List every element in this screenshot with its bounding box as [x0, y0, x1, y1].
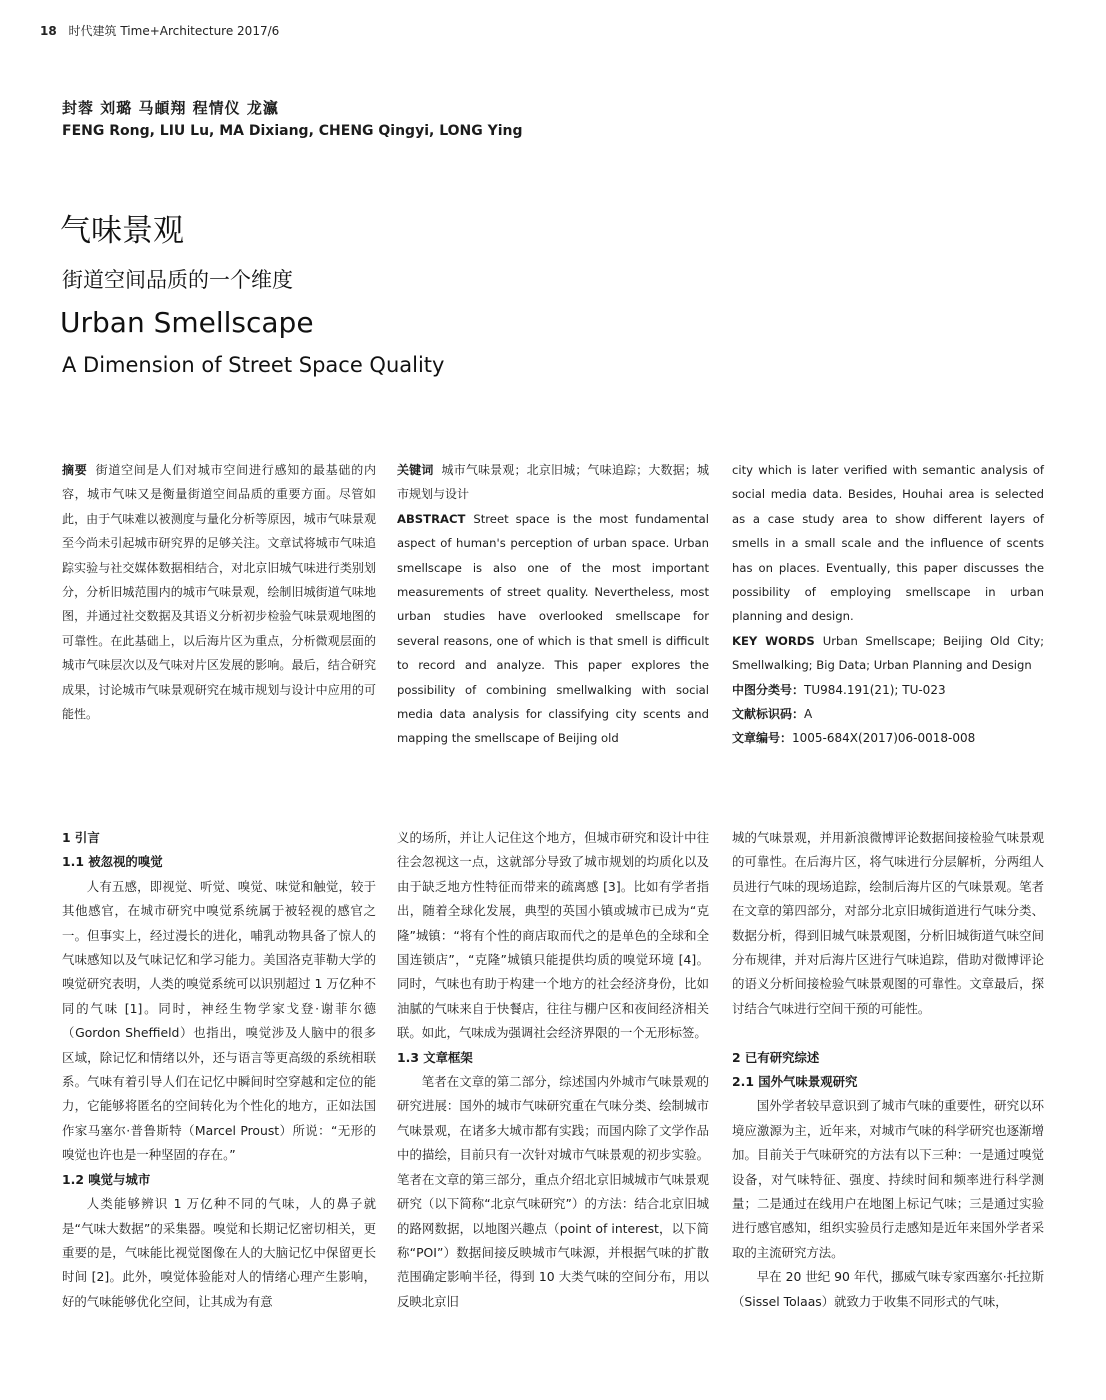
- section-heading-2: 2 已有研究综述: [732, 1049, 820, 1065]
- subtitle-chinese: 街道空间品质的一个维度: [62, 268, 293, 292]
- spacer: [732, 1021, 1044, 1045]
- keywords-en-label: KEY WORDS: [732, 633, 815, 648]
- keywords-chinese: [397, 458, 709, 507]
- subsection-heading-1-2: 1.2 嗅觉与城市: [62, 1171, 151, 1187]
- authors-chinese: 封蓉 刘璐 马頔翔 程情仪 龙瀛: [62, 99, 279, 117]
- classification-value: TU984.191(21); TU-023: [804, 682, 946, 697]
- article-number-label: 文章编号：: [732, 731, 793, 746]
- paragraph: 笔者在文章的第二部分，综述国内外城市气味景观的研究进展：国外的城市气味研究重在气味分类、绘制城市气味景观，在诸多大城市都有实践；而国内除了文学作品中的描绘，目前只有一次针对城市气味景观的初步实验。笔者在文章的第三部分，重点介绍北京旧城城市气味景观研究（以下简称“北京气味研究”）的方法：结合北京旧城的路网数据，以地图兴趣点（point of interest，以下简称“POI”）数据间接反映城市气味源，并根据气味的扩散范围确定影响半径，得到 10 大类气味的空间分布，用以反映北京旧: [397, 1074, 709, 1309]
- abstract-label: 摘要: [62, 463, 88, 477]
- keywords-en-text: Urban Smellscape; Beijing Old City; Smellwalking; Big Data; Urban Planning and Design: [732, 633, 1044, 673]
- classification-label: 中图分类号：: [732, 682, 805, 697]
- document-code-label: 文献标识码：: [732, 707, 805, 722]
- article-number-value: 1005-684X(2017)06-0018-008: [792, 731, 976, 746]
- keywords-label: 关键词: [397, 463, 434, 477]
- abstract-en-text-1: Street space is the most fundamental aspect of human's perception of urban space. Urban smellscape is also one of the most important measurements of street quality. Nevertheless, most urban studies have overlooked smellscape for several reasons, one of which is that smell is difficult to record and analyze. This paper explores the possibility of combining smellwalking with social media data analysis for classifying city scents and mapping the smellscape of Beijing old: [397, 511, 709, 746]
- body-column-2: [397, 826, 709, 1314]
- abstract-en-text-2: city which is later verified with semantic analysis of social media data. Besides, Houhai area is selected as a case study area to show different layers of smells in a small scale and the influence of scents has on places. Eventually, this paper discusses the possibility of employing smellscape in urban planning and design.: [732, 463, 1044, 624]
- classification-number: [732, 678, 1044, 702]
- document-code-value: A: [804, 707, 813, 722]
- paragraph: 早在 20 世纪 90 年代，挪威气味专家西塞尔·托拉斯（Sissel Tolaas）就致力于收集不同形式的气味，: [732, 1269, 1044, 1309]
- subtitle-english: A Dimension of Street Space Quality: [62, 353, 445, 377]
- running-header: [40, 22, 279, 39]
- abstract-en-label: ABSTRACT: [397, 511, 466, 526]
- title-chinese: 气味景观: [60, 213, 184, 249]
- abstract-chinese: [62, 458, 376, 726]
- authors-english: FENG Rong, LIU Lu, MA Dixiang, CHENG Qingyi, LONG Ying: [62, 123, 523, 139]
- paragraph: 义的场所，并让人记住这个地方，但城市研究和设计中往往会忽视这一点，这就部分导致了城市规划的均质化以及由于缺乏地方性特征而带来的疏离感 [3]。比如有学者指出，随着全球化发展，典型的英国小镇或城市已成为“克隆”城镇：“将有个性的商店取而代之的是单色的全球和全国连锁店”，“克隆”城镇只能提供均质的嗅觉环境 [4]。同时，气味也有助于构建一个地方的社会经济身份，比如油腻的气味来自于快餐店，往往与棚户区和夜间经济相关联。如此，气味成为强调社会经济界限的一个无形标签。: [397, 830, 709, 1041]
- abstract-text: 街道空间是人们对城市空间进行感知的最基础的内容，城市气味又是衡量街道空间品质的重要方面。尽管如此，由于气味难以被测度与量化分析等原因，城市气味景观至今尚未引起城市研究界的足够关注。文章试将城市气味追踪实验与社交媒体数据相结合，对北京旧城气味进行类别划分，分析旧城范围内的城市气味景观，绘制旧城街道气味地图，并通过社交数据及其语义分析初步检验气味景观地图的可靠性。在此基础上，以后海片区为重点，分析微观层面的城市气味层次以及气味对片区发展的影响。最后，结合研究成果，讨论城市气味景观研究在城市规划与设计中应用的可能性。: [62, 463, 376, 722]
- body-column-1: [62, 826, 376, 1314]
- title-english: Urban Smellscape: [60, 306, 314, 339]
- subsection-heading-1-3: 1.3 文章框架: [397, 1049, 473, 1065]
- keywords-text: 城市气味景观；北京旧城；气味追踪；大数据；城市规划与设计: [397, 463, 709, 502]
- body-column-3: [732, 826, 1044, 1314]
- paragraph: 国外学者较早意识到了城市气味的重要性，研究以环境应激源为主，近年来，对城市气味的科学研究也逐渐增加。目前关于气味研究的方法有以下三种：一是通过嗅觉设备，对气味特征、强度、持续时间和频率进行科学测量；二是通过在线用户在地图上标记气味；三是通过实验进行感官感知，组织实验员行走感知是近年来国外学者采取的主流研究方法。: [732, 1098, 1044, 1260]
- page-number: 18: [40, 24, 57, 38]
- section-heading-1: 1 引言: [62, 830, 100, 845]
- abstract-column-3: [732, 458, 1044, 751]
- abstract-english: [397, 507, 709, 751]
- paragraph: 人有五感，即视觉、听觉、嗅觉、味觉和触觉，较于其他感官，在城市研究中嗅觉系统属于被轻视的感官之一。但事实上，经过漫长的进化，哺乳动物具备了惊人的气味感知以及气味记忆和学习能力。美国洛克菲勒大学的嗅觉研究表明，人类的嗅觉系统可以识别超过 1 万亿种不同的气味 [1]。同时，神经生物学家戈登·谢菲尔德（Gordon Sheffield）也指出，嗅觉涉及人脑中的很多区域，除记忆和情绪以外，还与语言等更高级的系统相联系。气味有着引导人们在记忆中瞬间时空穿越和定位的能力，它能够将匿名的空间转化为个性化的地方，正如法国作家马塞尔·普鲁斯特（Marcel Proust）所说：“无形的嗅觉也许也是一种坚固的存在。”: [62, 878, 376, 1163]
- abstract-column-2: [397, 458, 709, 751]
- article-number: [732, 726, 1044, 750]
- subsection-heading-1-1: 1.1 被忽视的嗅觉: [62, 854, 163, 870]
- document-code: [732, 702, 1044, 726]
- keywords-english: [732, 629, 1044, 678]
- journal-name: 时代建筑 Time+Architecture 2017/6: [68, 24, 280, 38]
- subsection-heading-2-1: 2.1 国外气味景观研究: [732, 1074, 858, 1090]
- paragraph: 城的气味景观，并用新浪微博评论数据间接检验气味景观的可靠性。在后海片区，将气味进行分层解析，分两组人员进行气味的现场追踪，绘制后海片区的气味景观。笔者在文章的第四部分，对部分北京旧城街道进行气味分类、数据分析，得到旧城气味景观图，分析旧城街道气味空间分布规律，并对后海片区进行气味追踪，借助对微博评论的语义分析间接检验气味景观图的可靠性。文章最后，探讨结合气味进行空间干预的可能性。: [732, 830, 1044, 1016]
- paragraph: 人类能够辨识 1 万亿种不同的气味，人的鼻子就是“气味大数据”的采集器。嗅觉和长期记忆密切相关，更重要的是，气味能比视觉图像在人的大脑记忆中保留更长时间 [2]。此外，嗅觉体验能对人的情绪心理产生影响，好的气味能够优化空间，让其成为有意: [62, 1196, 376, 1309]
